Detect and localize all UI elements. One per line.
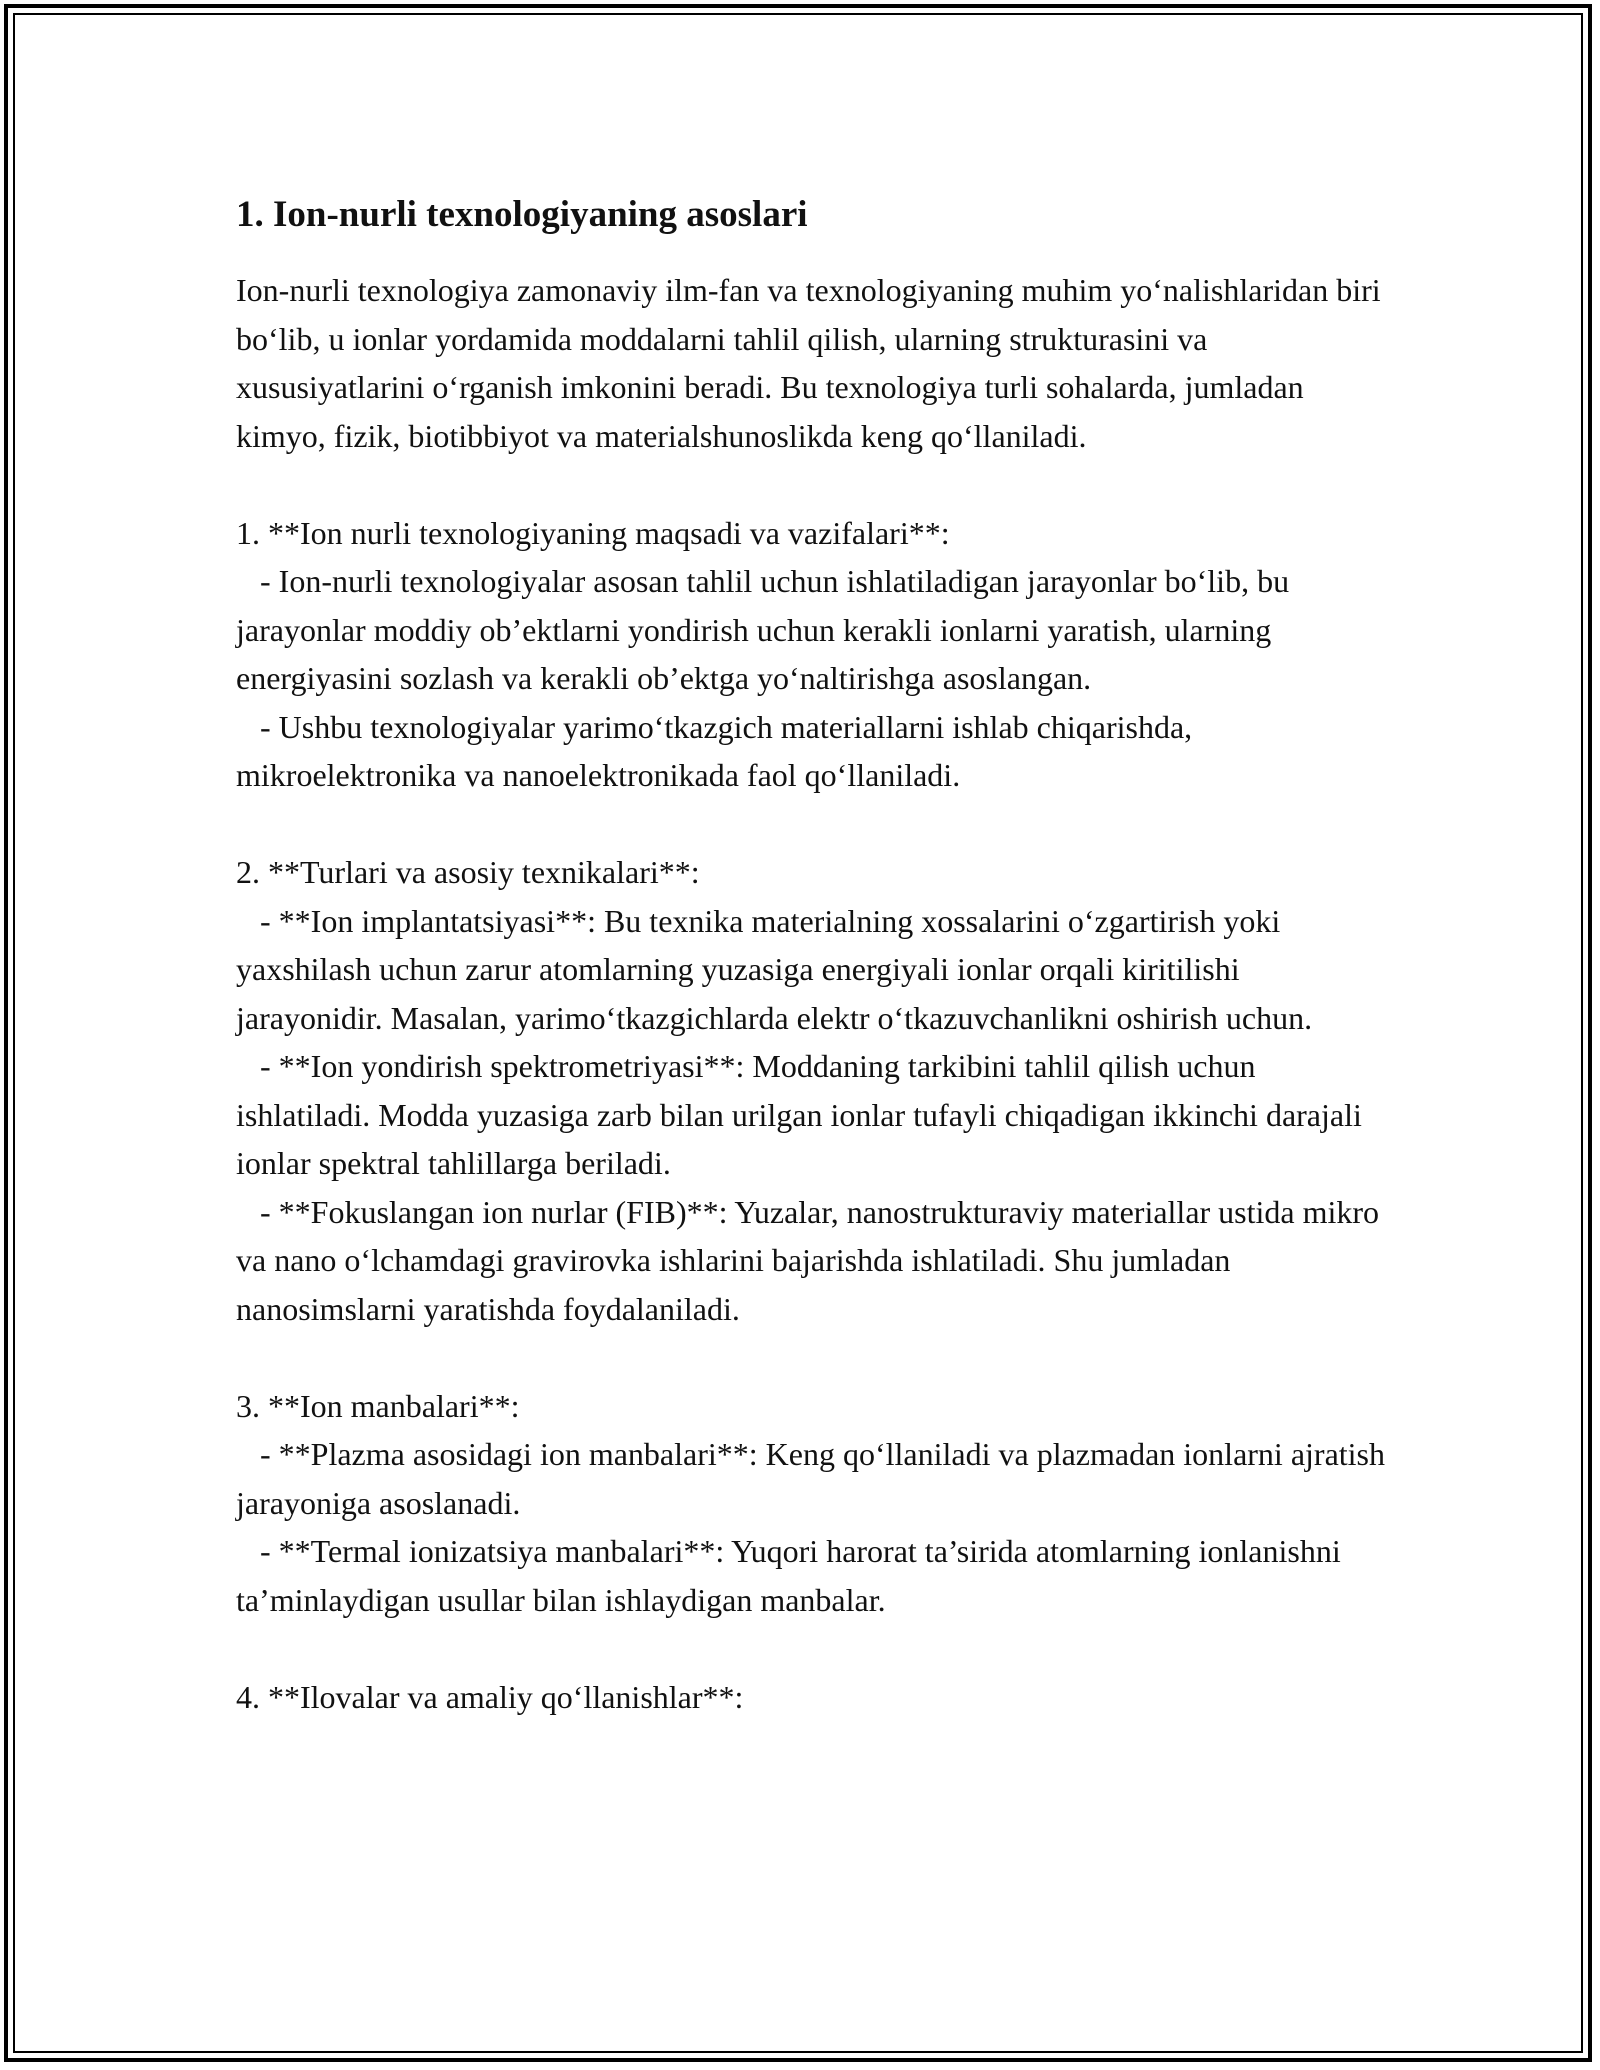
list-section-4 bbox=[236, 1673, 1386, 1722]
list-section-1 bbox=[236, 509, 1386, 800]
intro-paragraph bbox=[236, 266, 1386, 460]
list-section-title: 1. **Ion nurli texnologiyaning maqsadi va vazifalari**: bbox=[236, 514, 950, 551]
list-item: - **Ion yondirish spektrometriyasi**: Moddaning tarkibini tahlil qilish uchun ishlatiladi. Modda yuzasiga zarb bilan urilgan ionlar tufayli chiqadigan ikkinchi darajali ionlar spektral tahlillarga beriladi. bbox=[236, 1048, 1370, 1181]
list-section-3 bbox=[236, 1382, 1393, 1625]
list-item: - **Fokuslangan ion nurlar (FIB)**: Yuzalar, nanostrukturaviy materiallar ustida mikro va nano o‘lchamdagi gravirovka ishlarini bajarishda ishlatiladi. Shu jumladan nanosimslarni yaratishda foydalaniladi. bbox=[236, 1193, 1388, 1327]
list-section-title: 3. **Ion manbalari**: bbox=[236, 1387, 520, 1424]
list-item: - Ushbu texnologiyalar yarimo‘tkazgich materiallarni ishlab chiqarishda, mikroelektronika va nanoelektronikada faol qo‘llaniladi. bbox=[236, 708, 1201, 793]
document-page bbox=[236, 186, 1393, 1721]
list-item: - **Ion implantatsiyasi**: Bu texnika materialning xossalarini o‘zgartirish yoki yaxshilash uchun zarur atomlarning yuzasiga energiyali ionlar orqali kiritilishi jarayonidir. Masalan, yarimo‘tkazgichlarda elektr o‘tkazuvchanlikni oshirish uchun. bbox=[236, 902, 1313, 1036]
intro-text: Ion-nurli texnologiya zamonaviy ilm-fan va texnologiyaning muhim yo‘nalishlaridan biri bo‘lib, u ionlar yordamida moddalarni tahlil qilish, ularning strukturasini va xususiyatlarini o‘rganish imkonini beradi. Bu texnologiya turli sohalarda, jumladan kimyo, fizik, biotibbiyot va materialshunoslikda keng qo‘llaniladi. bbox=[236, 272, 1381, 454]
list-section-title: 2. **Turlari va asosiy texnikalari**: bbox=[236, 854, 700, 890]
list-item: - **Termal ionizatsiya manbalari**: Yuqori harorat ta’sirida atomlarning ionlanishni ta’minlaydigan usullar bilan ishlaydigan manbalar. bbox=[236, 1533, 1349, 1618]
list-section-2 bbox=[236, 848, 1386, 1333]
list-section-title: 4. **Ilovalar va amaliy qo‘llanishlar**: bbox=[236, 1678, 744, 1715]
list-item: - Ion-nurli texnologiyalar asosan tahlil uchun ishlatiladigan jarayonlar bo‘lib, bu jarayonlar moddiy ob’ektlarni yondirish uchun kerakli ionlarni yaratish, ularning energiyasini sozlash va kerakli ob’ektga yo‘naltirishga asoslangan. bbox=[236, 563, 1298, 696]
list-item: - **Plazma asosidagi ion manbalari**: Keng qo‘llaniladi va plazmadan ionlarni ajratish jarayoniga asoslanadi. bbox=[236, 1436, 1393, 1521]
section-heading: 1. Ion-nurli texnologiyaning asoslari bbox=[236, 194, 808, 235]
